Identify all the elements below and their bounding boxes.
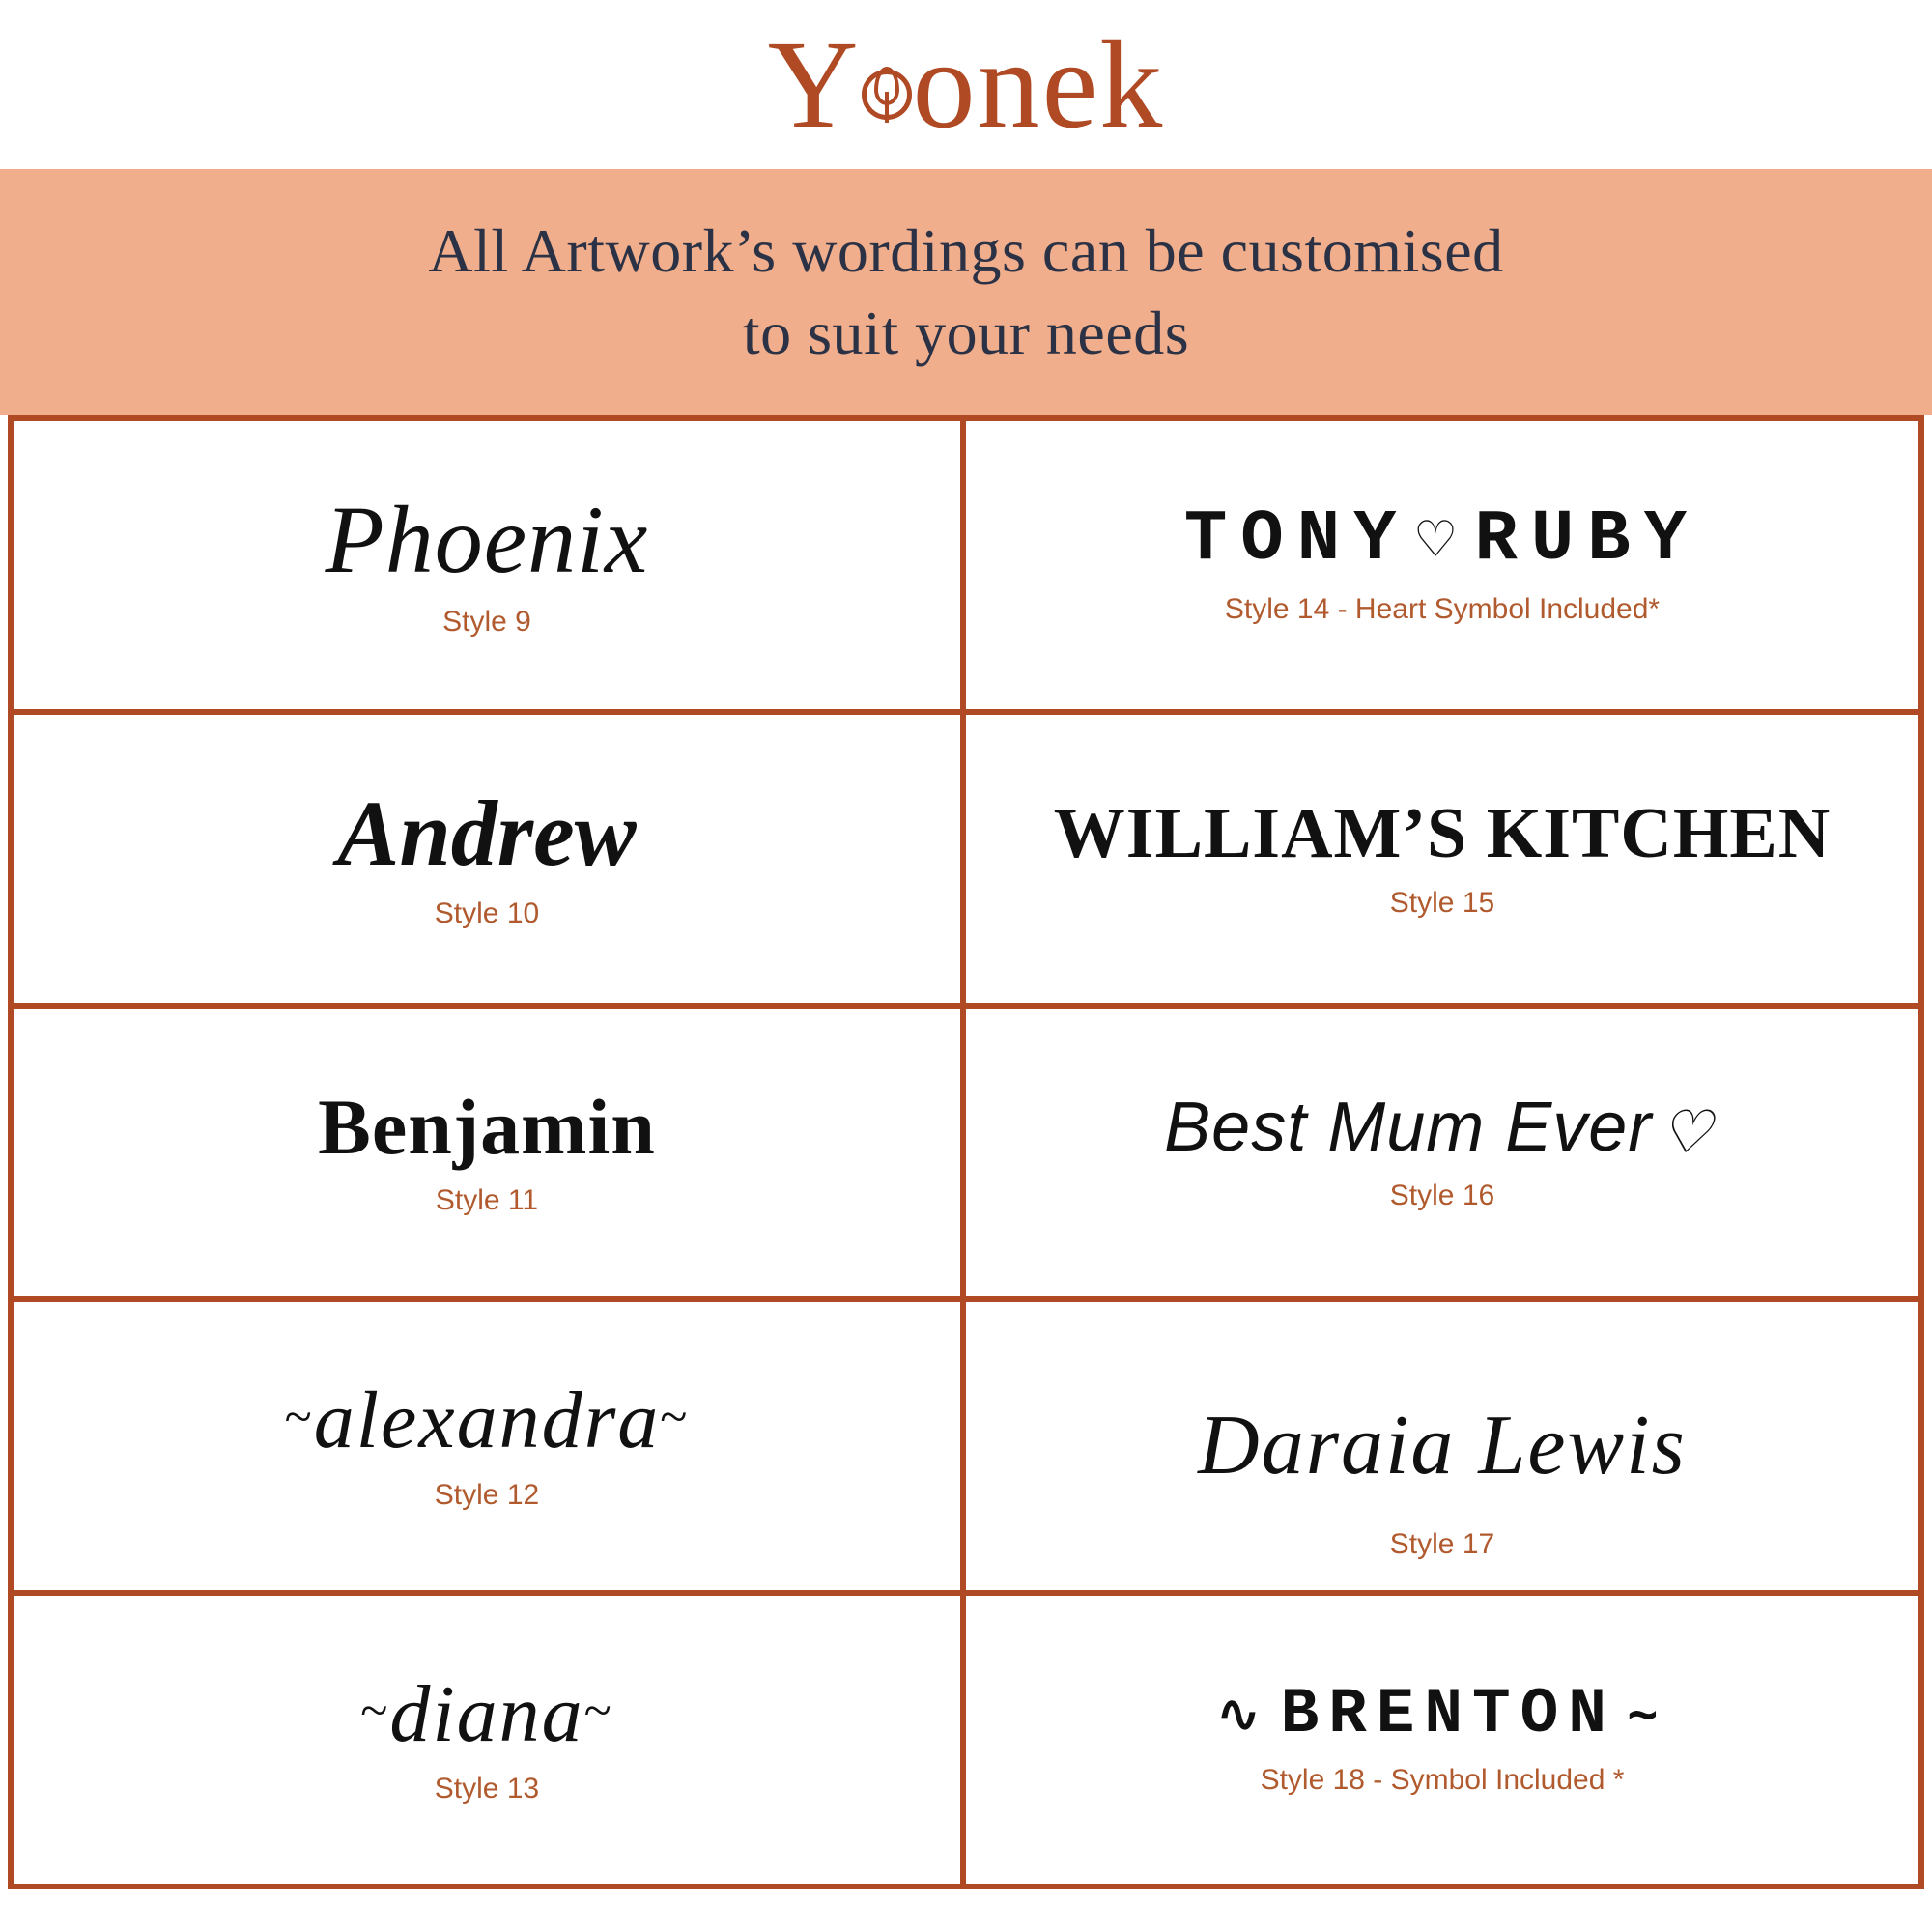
style-cell-18[interactable] [966, 1596, 1918, 1889]
style-sample-16 [1164, 1088, 1720, 1166]
heart-icon: ♡ [1417, 510, 1467, 580]
style-caption-15: Style 15 [1389, 887, 1495, 919]
style-sample-13-text: diana [389, 1669, 584, 1759]
style-caption-17: Style 17 [1389, 1528, 1495, 1560]
banner-line-2: to suit your needs [742, 298, 1190, 367]
style-cell-10[interactable] [14, 715, 966, 1009]
style-caption-13: Style 13 [434, 1773, 540, 1804]
style-caption-11: Style 11 [435, 1184, 539, 1216]
style-sample-15: WILLIAM’S KITCHEN [1053, 794, 1832, 873]
flourish-right-icon: ~ [660, 1390, 690, 1445]
style-caption-9: Style 9 [442, 606, 531, 638]
style-caption-18: Style 18 - Symbol Included * [1260, 1764, 1625, 1796]
style-sample-13 [360, 1669, 613, 1759]
style-cell-12[interactable] [14, 1302, 966, 1596]
style-sample-12 [284, 1376, 690, 1465]
style-grid [8, 415, 1924, 1889]
style-sample-14-second: RUBY [1474, 498, 1701, 581]
heart-icon: ♡ [1659, 1099, 1714, 1166]
style-caption-10: Style 10 [434, 897, 540, 929]
style-cell-9[interactable] [14, 421, 966, 715]
style-sample-10: Andrew [337, 781, 637, 885]
style-caption-16: Style 16 [1389, 1179, 1495, 1212]
style-caption-14: Style 14 - Heart Symbol Included* [1224, 593, 1661, 626]
flourish-left-icon: ~ [360, 1684, 390, 1739]
style-sample-18-text: BRENTON [1280, 1678, 1616, 1750]
style-sample-11: Benjamin [318, 1083, 656, 1171]
swirl-right-icon: ∼ [1627, 1689, 1668, 1747]
style-sample-12-text: alexandra [313, 1376, 661, 1465]
brand-header [0, 0, 1932, 169]
style-sample-14-first: TONY [1183, 498, 1410, 581]
style-sample-18 [1206, 1678, 1679, 1750]
style-cell-11[interactable] [14, 1009, 966, 1302]
flourish-left-icon: ~ [284, 1390, 314, 1445]
style-cell-17[interactable] [966, 1302, 1918, 1596]
style-sample-17: Daraia Lewis [1198, 1399, 1687, 1492]
style-caption-12: Style 12 [434, 1479, 540, 1511]
logo-text-end: onek [912, 14, 1165, 155]
swirl-left-icon: ∿ [1216, 1689, 1269, 1747]
customisation-banner [0, 169, 1932, 415]
flower-emblem-icon [855, 63, 919, 127]
yoonek-logo [767, 14, 1165, 155]
style-cell-15[interactable] [966, 715, 1918, 1009]
logo-text-start: Y [767, 14, 861, 155]
style-sample-14 [1183, 498, 1701, 581]
style-sample-16-text: Best Mum Ever [1164, 1088, 1653, 1166]
style-sample-9: Phoenix [325, 486, 649, 593]
flourish-right-icon: ~ [583, 1684, 613, 1739]
style-cell-13[interactable] [14, 1596, 966, 1889]
style-cell-16[interactable] [966, 1009, 1918, 1302]
banner-line-1: All Artwork’s wordings can be customised [428, 216, 1504, 286]
style-cell-14[interactable] [966, 421, 1918, 715]
